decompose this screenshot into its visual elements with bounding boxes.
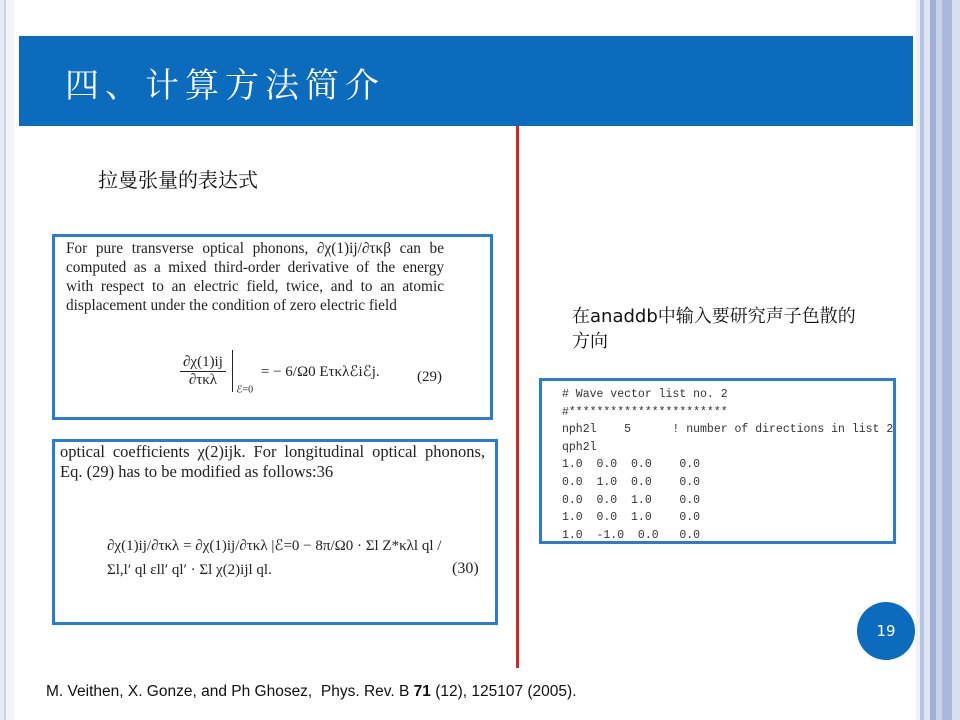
page-number: 19 <box>876 622 896 640</box>
eq29-denominator: ∂τκλ <box>188 371 218 388</box>
code-line: 1.0 -1.0 0.0 0.0 <box>562 528 701 542</box>
slide-frame-right <box>916 0 960 720</box>
equation-30 <box>107 534 447 582</box>
equation-box-30 <box>52 439 498 625</box>
equation-29 <box>180 350 380 395</box>
page-number-badge <box>857 602 915 660</box>
eq29-numerator: ∂χ(1)ij <box>180 354 226 372</box>
code-line: # Wave vector list no. 2 <box>562 388 728 401</box>
title-bar <box>19 36 913 126</box>
slide-frame-left <box>0 0 14 720</box>
box2-paragraph-text: optical coefficients χ(2)ijk. For longitudinal optical phonons, Eq. (29) has to be modified as follows:36 <box>60 442 485 481</box>
eq30-number: (30) <box>452 560 479 577</box>
box1-paragraph-text: For pure transverse optical phonons, ∂χ(1)ij/∂τκβ can be computed as a mixed third-order derivative of the energy with respect to an electric field, twice, and to an atomic displacement under the condition of zero electric field <box>66 240 444 314</box>
eq29-rhs: = − 6/Ω0 Eτκλℰiℰj. <box>260 363 380 380</box>
eq29-bar <box>232 350 233 392</box>
code-line: nph2l 5 ! number of directions in list 2 <box>562 423 894 437</box>
eq29-number: (29) <box>417 369 442 385</box>
code-line: #*********************** <box>562 405 728 419</box>
code-line: 0.0 0.0 1.0 0.0 <box>562 493 701 507</box>
eq30-text: ∂χ(1)ij/∂τκλ = ∂χ(1)ij/∂τκλ |ℰ=0 − 8π/Ω0 · Σl Z*κλl ql / Σl,l′ ql εll′ ql′ · Σl χ(2)ijl ql. <box>107 538 442 578</box>
code-line: 1.0 0.0 0.0 0.0 <box>562 458 701 472</box>
box2-paragraph <box>60 442 485 482</box>
code-line: qph2l <box>562 440 597 454</box>
code-line: 0.0 1.0 0.0 0.0 <box>562 475 701 489</box>
equation-box-29 <box>52 234 493 420</box>
code-line: 1.0 0.0 1.0 0.0 <box>562 511 701 525</box>
slide-title: 四、计算方法简介 <box>65 66 385 106</box>
section-subtitle: 拉曼张量的表达式 <box>98 168 258 192</box>
eq29-condition: ℰ=0 <box>236 384 254 396</box>
citation-volume: 71 <box>413 683 431 700</box>
anaddb-input-label: 在anaddb中输入要研究声子色散的方向 <box>572 306 856 352</box>
citation <box>46 683 577 701</box>
code-lines <box>562 386 893 544</box>
anaddb-input-code <box>539 378 896 544</box>
eq29-fraction <box>180 354 226 389</box>
citation-journal: Phys. Rev. B <box>320 683 410 700</box>
citation-rest: (12), 125107 (2005). <box>435 683 577 700</box>
citation-authors: M. Veithen, X. Gonze, and Ph Ghosez, <box>46 683 313 700</box>
box1-paragraph <box>66 239 444 315</box>
vertical-divider <box>516 126 519 668</box>
